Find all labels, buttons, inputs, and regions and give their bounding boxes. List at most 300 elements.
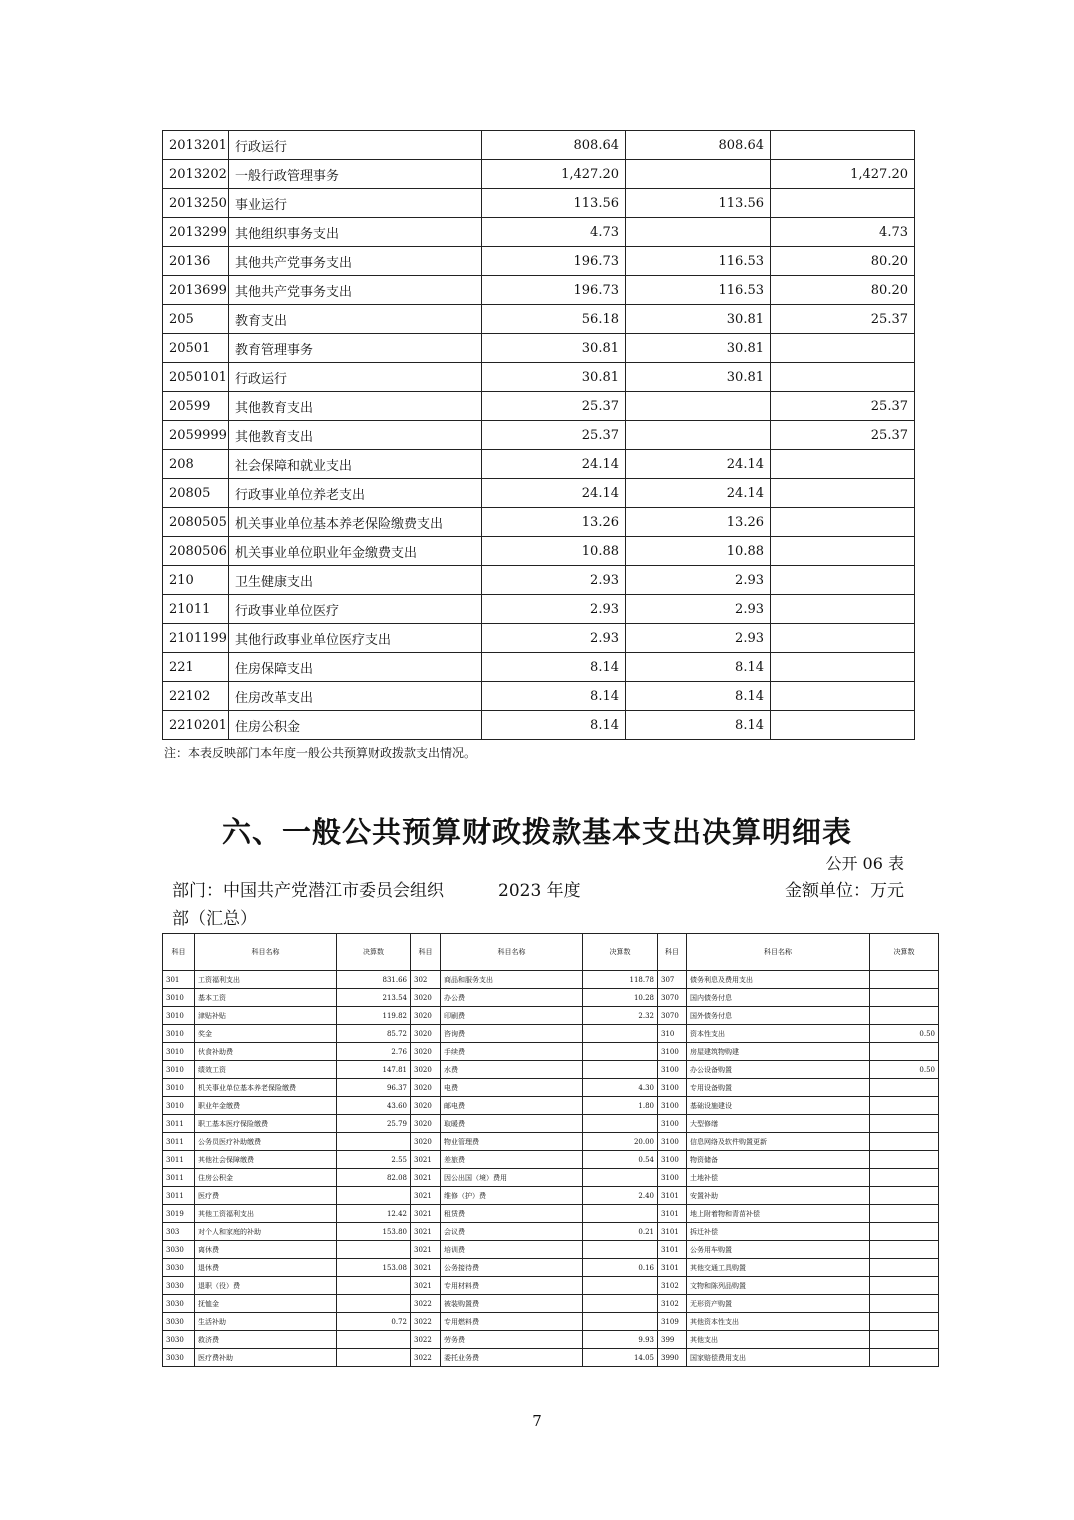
account-code-cell: 3020 [411,989,441,1007]
total-cell: 24.14 [482,479,626,508]
account-code-cell: 3022 [411,1331,441,1349]
account-code-cell: 3100 [658,1169,687,1187]
account-name-cell: 其他共产党事务支出 [229,247,482,276]
amount-cell: 82.08 [337,1169,411,1187]
column-header: 科目 [411,934,441,971]
table-row [163,1079,939,1097]
basic-expenditure-cell [626,160,771,189]
amount-cell [870,1115,939,1133]
appropriation-expenditure-table [162,130,915,740]
account-name-cell: 伙食补助费 [195,1043,337,1061]
account-name-cell: 物资储备 [687,1151,870,1169]
account-name-cell: 其他交通工具购置 [687,1259,870,1277]
amount-cell: 85.72 [337,1025,411,1043]
amount-cell: 213.54 [337,989,411,1007]
account-name-cell: 大型修缮 [687,1115,870,1133]
basic-expenditure-cell: 24.14 [626,450,771,479]
basic-expenditure-cell: 10.88 [626,537,771,566]
table-row [163,247,915,276]
amount-cell [583,1241,658,1259]
account-code-cell: 3010 [163,1079,195,1097]
amount-cell [583,1025,658,1043]
account-code-cell: 3010 [163,1025,195,1043]
total-cell: 4.73 [482,218,626,247]
account-code-cell: 3010 [163,1007,195,1025]
table-row [163,392,915,421]
amount-cell: 118.78 [583,971,658,989]
fiscal-year: 2023 年度 [498,881,581,901]
account-name-cell: 公务员医疗补助缴费 [195,1133,337,1151]
account-name-cell: 行政运行 [229,363,482,392]
account-code-cell: 3011 [163,1169,195,1187]
amount-unit: 金额单位：万元 [785,881,904,901]
account-code-cell: 3021 [411,1169,441,1187]
table-row [163,1169,939,1187]
account-name-cell: 事业运行 [229,189,482,218]
amount-cell: 10.28 [583,989,658,1007]
table-row [163,1331,939,1349]
account-code-cell: 3101 [658,1259,687,1277]
project-expenditure-cell [771,537,915,566]
account-name-cell: 基础设施建设 [687,1097,870,1115]
account-code-cell: 20599 [163,392,229,421]
amount-cell: 43.60 [337,1097,411,1115]
total-cell: 196.73 [482,247,626,276]
amount-cell [870,1187,939,1205]
table-row [163,189,915,218]
amount-cell [337,1295,411,1313]
account-code-cell: 3102 [658,1295,687,1313]
account-code-cell: 3020 [411,1061,441,1079]
account-code-cell: 3100 [658,1133,687,1151]
account-name-cell: 房屋建筑物购建 [687,1043,870,1061]
table-row [163,595,915,624]
table-row [163,450,915,479]
amount-cell [583,1313,658,1331]
amount-cell [337,1133,411,1151]
account-code-cell: 3030 [163,1349,195,1367]
account-code-cell: 20501 [163,334,229,363]
account-name-cell: 土地补偿 [687,1169,870,1187]
account-name-cell: 工资福利支出 [195,971,337,989]
account-name-cell: 公务用车购置 [687,1241,870,1259]
account-name-cell: 公务接待费 [441,1259,583,1277]
total-cell: 808.64 [482,131,626,160]
section-title: 六、一般公共预算财政拨款基本支出决算明细表 [221,815,852,849]
project-expenditure-cell: 25.37 [771,305,915,334]
account-code-cell: 3030 [163,1241,195,1259]
account-name-cell: 办公设备购置 [687,1061,870,1079]
account-name-cell: 商品和服务支出 [441,971,583,989]
account-code-cell: 3030 [163,1277,195,1295]
account-name-cell: 债务利息及费用支出 [687,971,870,989]
amount-cell: 14.05 [583,1349,658,1367]
account-name-cell: 专用燃料费 [441,1313,583,1331]
page-number: 7 [532,1412,542,1430]
table-row [163,1007,939,1025]
table-row [163,1061,939,1079]
account-code-cell: 2013201 [163,131,229,160]
amount-cell: 0.50 [870,1061,939,1079]
account-code-cell: 399 [658,1331,687,1349]
basic-expenditure-cell: 2.93 [626,595,771,624]
amount-cell [870,1331,939,1349]
total-cell: 24.14 [482,450,626,479]
table-row [163,421,915,450]
table-row [163,989,939,1007]
total-cell: 30.81 [482,363,626,392]
column-header: 科目 [163,934,195,971]
account-name-cell: 咨询费 [441,1025,583,1043]
amount-cell [583,1043,658,1061]
account-name-cell: 取暖费 [441,1115,583,1133]
table-row [163,624,915,653]
account-name-cell: 委托业务费 [441,1349,583,1367]
amount-cell: 147.81 [337,1061,411,1079]
column-header: 科目名称 [441,934,583,971]
project-expenditure-cell: 25.37 [771,392,915,421]
amount-cell: 4.30 [583,1079,658,1097]
amount-cell: 0.54 [583,1151,658,1169]
account-name-cell: 对个人和家庭的补助 [195,1223,337,1241]
amount-cell [870,1133,939,1151]
amount-cell [337,1331,411,1349]
table-row [163,479,915,508]
column-header: 科目名称 [687,934,870,971]
account-code-cell: 3100 [658,1115,687,1133]
table-row [163,1187,939,1205]
table-row [163,131,915,160]
project-expenditure-cell [771,189,915,218]
account-code-cell: 3021 [411,1187,441,1205]
account-name-cell: 其他共产党事务支出 [229,276,482,305]
table-row [163,1025,939,1043]
amount-cell [870,1043,939,1061]
amount-cell [870,1079,939,1097]
table-row [163,1295,939,1313]
amount-cell: 153.08 [337,1259,411,1277]
amount-cell: 119.82 [337,1007,411,1025]
account-code-cell: 3020 [411,1133,441,1151]
table-row [163,537,915,566]
project-expenditure-cell: 1,427.20 [771,160,915,189]
account-name-cell: 退休费 [195,1259,337,1277]
account-name-cell: 其他资本性支出 [687,1313,870,1331]
account-name-cell: 医疗费 [195,1187,337,1205]
account-code-cell: 208 [163,450,229,479]
account-code-cell: 3030 [163,1259,195,1277]
amount-cell: 2.76 [337,1043,411,1061]
account-code-cell: 3109 [658,1313,687,1331]
basic-expenditure-cell: 808.64 [626,131,771,160]
basic-expenditure-cell: 30.81 [626,363,771,392]
basic-expenditure-cell: 8.14 [626,653,771,682]
account-code-cell: 3101 [658,1205,687,1223]
account-name-cell: 生活补助 [195,1313,337,1331]
table-row [163,276,915,305]
total-cell: 2.93 [482,595,626,624]
account-name-cell: 拆迁补偿 [687,1223,870,1241]
account-code-cell: 3010 [163,1061,195,1079]
account-code-cell: 2080505 [163,508,229,537]
account-code-cell: 310 [658,1025,687,1043]
project-expenditure-cell [771,131,915,160]
account-code-cell: 3100 [658,1151,687,1169]
account-name-cell: 培训费 [441,1241,583,1259]
total-cell: 2.93 [482,566,626,595]
account-name-cell: 医疗费补助 [195,1349,337,1367]
account-code-cell: 3101 [658,1241,687,1259]
account-code-cell: 3101 [658,1187,687,1205]
amount-cell [870,971,939,989]
project-expenditure-cell [771,363,915,392]
account-name-cell: 救济费 [195,1331,337,1349]
account-name-cell: 信息网络及软件购置更新 [687,1133,870,1151]
account-name-cell: 资本性支出 [687,1025,870,1043]
account-name-cell: 机关事业单位基本养老保险缴费支出 [229,508,482,537]
project-expenditure-cell [771,595,915,624]
basic-expenditure-cell: 113.56 [626,189,771,218]
amount-cell [870,1223,939,1241]
total-cell: 10.88 [482,537,626,566]
account-code-cell: 2013202 [163,160,229,189]
account-name-cell: 津贴补贴 [195,1007,337,1025]
account-name-cell: 手续费 [441,1043,583,1061]
table-row [163,334,915,363]
amount-cell [870,1277,939,1295]
account-code-cell: 22102 [163,682,229,711]
account-code-cell: 3022 [411,1349,441,1367]
amount-cell [337,1349,411,1367]
account-code-cell: 221 [163,653,229,682]
amount-cell [870,1151,939,1169]
account-name-cell: 绩效工资 [195,1061,337,1079]
account-code-cell: 3011 [163,1115,195,1133]
account-code-cell: 3010 [163,1097,195,1115]
account-name-cell: 专用设备购置 [687,1079,870,1097]
account-name-cell: 住房公积金 [229,711,482,740]
account-name-cell: 维修（护）费 [441,1187,583,1205]
account-name-cell: 水费 [441,1061,583,1079]
basic-expenditure-cell: 13.26 [626,508,771,537]
account-name-cell: 物业管理费 [441,1133,583,1151]
amount-cell: 20.00 [583,1133,658,1151]
table-row [163,508,915,537]
account-name-cell: 其他行政事业单位医疗支出 [229,624,482,653]
amount-cell: 2.32 [583,1007,658,1025]
table-row [163,1277,939,1295]
table-row [163,363,915,392]
account-name-cell: 会议费 [441,1223,583,1241]
account-name-cell: 地上附着物和青苗补偿 [687,1205,870,1223]
account-code-cell: 3011 [163,1151,195,1169]
amount-cell [870,1241,939,1259]
table-row [163,653,915,682]
total-cell: 113.56 [482,189,626,218]
account-code-cell: 3030 [163,1295,195,1313]
account-code-cell: 3021 [411,1223,441,1241]
account-code-cell: 2013250 [163,189,229,218]
total-cell: 25.37 [482,392,626,421]
total-cell: 56.18 [482,305,626,334]
account-code-cell: 3070 [658,989,687,1007]
basic-expenditure-cell: 2.93 [626,624,771,653]
account-code-cell: 3019 [163,1205,195,1223]
basic-expenditure-cell: 30.81 [626,305,771,334]
account-name-cell: 行政事业单位医疗 [229,595,482,624]
table-row [163,1259,939,1277]
column-header: 科目 [658,934,687,971]
amount-cell [870,1349,939,1367]
total-cell: 8.14 [482,682,626,711]
account-code-cell: 3102 [658,1277,687,1295]
account-code-cell: 2013699 [163,276,229,305]
account-code-cell: 2013299 [163,218,229,247]
account-name-cell: 职业年金缴费 [195,1097,337,1115]
account-name-cell: 教育支出 [229,305,482,334]
table-row [163,160,915,189]
account-name-cell: 住房改革支出 [229,682,482,711]
account-name-cell: 一般行政管理事务 [229,160,482,189]
account-name-cell: 机关事业单位职业年金缴费支出 [229,537,482,566]
amount-cell [337,1241,411,1259]
project-expenditure-cell [771,653,915,682]
amount-cell [583,1295,658,1313]
account-name-cell: 安置补助 [687,1187,870,1205]
basic-expenditure-cell [626,421,771,450]
amount-cell [870,1007,939,1025]
account-code-cell: 3022 [411,1295,441,1313]
account-name-cell: 退职（役）费 [195,1277,337,1295]
project-expenditure-cell [771,682,915,711]
total-cell: 30.81 [482,334,626,363]
basic-expenditure-cell: 2.93 [626,566,771,595]
amount-cell: 1.80 [583,1097,658,1115]
table-number: 公开 06 表 [825,854,904,873]
table-row [163,971,939,989]
table-row [163,1241,939,1259]
account-code-cell: 3030 [163,1313,195,1331]
account-name-cell: 卫生健康支出 [229,566,482,595]
project-expenditure-cell [771,624,915,653]
project-expenditure-cell [771,450,915,479]
account-code-cell: 3010 [163,989,195,1007]
table-row [163,711,915,740]
amount-cell [583,1061,658,1079]
table-row [163,1205,939,1223]
amount-cell: 153.80 [337,1223,411,1241]
amount-cell [870,1169,939,1187]
account-code-cell: 3020 [411,1079,441,1097]
amount-cell: 25.79 [337,1115,411,1133]
account-name-cell: 国家赔偿费用支出 [687,1349,870,1367]
basic-expenditure-cell [626,218,771,247]
amount-cell [583,1115,658,1133]
table-row [163,1133,939,1151]
account-code-cell: 3021 [411,1259,441,1277]
department-label: 部门：中国共产党潜江市委员会组织部（汇总） [172,881,444,929]
table-row [163,218,915,247]
amount-cell [870,1313,939,1331]
account-code-cell: 3011 [163,1187,195,1205]
account-code-cell: 303 [163,1223,195,1241]
account-name-cell: 机关事业单位基本养老保险缴费 [195,1079,337,1097]
account-name-cell: 文物和陈列品购置 [687,1277,870,1295]
amount-cell [337,1277,411,1295]
project-expenditure-cell: 80.20 [771,247,915,276]
account-name-cell: 其他社会保障缴费 [195,1151,337,1169]
account-code-cell: 301 [163,971,195,989]
account-name-cell: 行政运行 [229,131,482,160]
project-expenditure-cell: 80.20 [771,276,915,305]
basic-expenditure-cell: 24.14 [626,479,771,508]
basic-expenditure-cell: 8.14 [626,682,771,711]
total-cell: 196.73 [482,276,626,305]
account-name-cell: 其他教育支出 [229,421,482,450]
project-expenditure-cell [771,566,915,595]
table-header-row [163,934,939,971]
account-code-cell: 3030 [163,1331,195,1349]
account-code-cell: 20805 [163,479,229,508]
account-name-cell: 其他工资福利支出 [195,1205,337,1223]
total-cell: 8.14 [482,653,626,682]
project-expenditure-cell [771,334,915,363]
account-code-cell: 2080506 [163,537,229,566]
table-row [163,305,915,334]
amount-cell [583,1277,658,1295]
table-row [163,1313,939,1331]
account-code-cell: 3021 [411,1205,441,1223]
account-name-cell: 租赁费 [441,1205,583,1223]
account-name-cell: 行政事业单位养老支出 [229,479,482,508]
basic-expenditure-cell: 8.14 [626,711,771,740]
account-name-cell: 无形资产购置 [687,1295,870,1313]
amount-cell [870,1205,939,1223]
account-code-cell: 3100 [658,1079,687,1097]
table-note: 注：本表反映部门本年度一般公共预算财政拨款支出情况。 [164,746,477,760]
account-name-cell: 其他教育支出 [229,392,482,421]
account-name-cell: 基本工资 [195,989,337,1007]
account-code-cell: 3020 [411,1115,441,1133]
account-code-cell: 3020 [411,1043,441,1061]
account-name-cell: 社会保障和就业支出 [229,450,482,479]
account-name-cell: 离休费 [195,1241,337,1259]
account-code-cell: 20136 [163,247,229,276]
total-cell: 13.26 [482,508,626,537]
account-code-cell: 2210201 [163,711,229,740]
account-code-cell: 3100 [658,1097,687,1115]
account-code-cell: 210 [163,566,229,595]
account-code-cell: 3020 [411,1025,441,1043]
account-code-cell: 2059999 [163,421,229,450]
account-name-cell: 因公出国（境）费用 [441,1169,583,1187]
amount-cell: 0.16 [583,1259,658,1277]
table-row [163,1097,939,1115]
amount-cell [583,1205,658,1223]
account-name-cell: 劳务费 [441,1331,583,1349]
amount-cell [337,1187,411,1205]
amount-cell: 96.37 [337,1079,411,1097]
account-code-cell: 3022 [411,1313,441,1331]
amount-cell: 0.72 [337,1313,411,1331]
table-row [163,1349,939,1367]
account-code-cell: 302 [411,971,441,989]
total-cell: 2.93 [482,624,626,653]
account-code-cell: 307 [658,971,687,989]
account-name-cell: 电费 [441,1079,583,1097]
account-name-cell: 住房公积金 [195,1169,337,1187]
project-expenditure-cell [771,479,915,508]
